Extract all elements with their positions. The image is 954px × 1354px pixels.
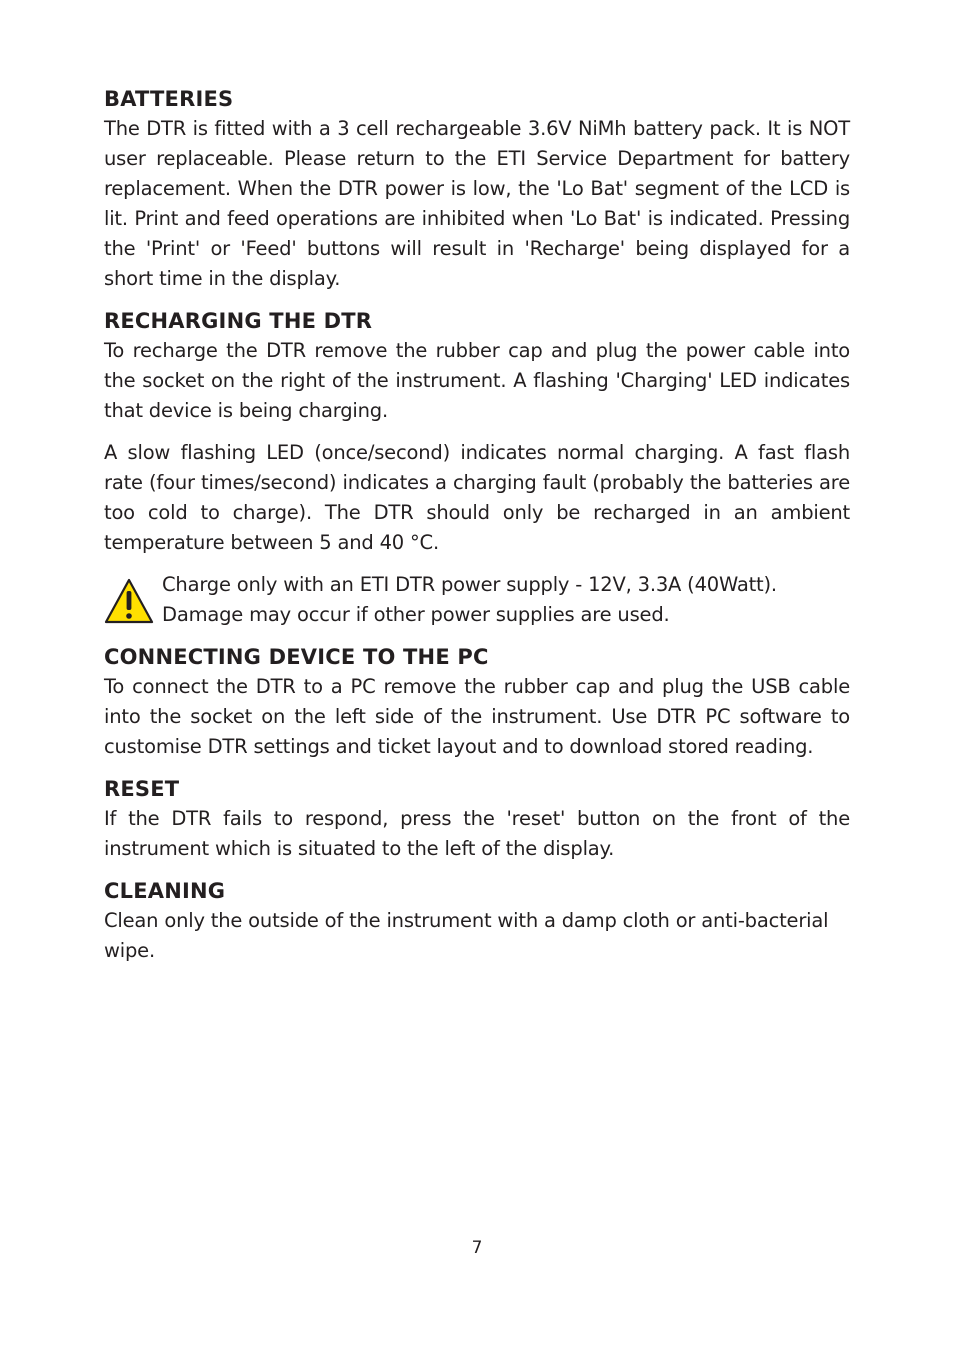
heading-recharging: RECHARGING THE DTR — [104, 309, 373, 333]
warning-triangle-icon — [104, 578, 154, 624]
section-recharging — [104, 306, 850, 630]
recharging-paragraph-2: A slow flashing LED (once/second) indicates normal charging. A fast flash rate (four times/second) indicates a charging fault (probably the batteries are too cold to charge). The DTR should only be recharged in an ambient temperature between 5 and 40 °C. — [104, 441, 850, 554]
warning-line-2: Damage may occur if other power supplies are used. — [162, 603, 670, 626]
warning-line-1: Charge only with an ETI DTR power supply - 12V, 3.3A (40Watt). — [162, 573, 777, 596]
recharging-paragraph-1: To recharge the DTR remove the rubber cap and plug the power cable into the socket on the right of the instrument. A flashing 'Charging' LED indicates that device is being charging. — [104, 339, 850, 422]
section-batteries — [104, 84, 850, 294]
page-number: 7 — [471, 1238, 483, 1258]
connecting-paragraph: To connect the DTR to a PC remove the rubber cap and plug the USB cable into the socket on the left side of the instrument. Use DTR PC software to customise DTR settings and ticket layout and to download stored reading. — [104, 675, 850, 758]
batteries-paragraph: The DTR is fitted with a 3 cell rechargeable 3.6V NiMh battery pack. It is NOT user replaceable. Please return to the ETI Service Department for battery replacement. When the DTR power is low, the 'Lo Bat' segment of the LCD is lit. Print and feed operations are inhibited when 'Lo Bat' is indicated. Pressing the 'Print' or 'Feed' buttons will result in 'Recharge' being displayed for a short time in the display. — [104, 117, 850, 290]
heading-batteries: BATTERIES — [104, 87, 234, 111]
section-connecting — [104, 642, 850, 762]
heading-cleaning: CLEANING — [104, 879, 226, 903]
heading-connecting: CONNECTING DEVICE TO THE PC — [104, 645, 489, 669]
reset-paragraph: If the DTR fails to respond, press the 'reset' button on the front of the instrument which is situated to the left of the display. — [104, 807, 850, 860]
section-reset — [104, 774, 850, 864]
charging-warning — [104, 570, 850, 630]
page-content — [104, 84, 850, 978]
section-cleaning — [104, 876, 850, 966]
heading-reset: RESET — [104, 777, 180, 801]
cleaning-paragraph: Clean only the outside of the instrument with a damp cloth or anti-bacterial wipe. — [104, 909, 829, 962]
warning-text — [162, 570, 777, 630]
